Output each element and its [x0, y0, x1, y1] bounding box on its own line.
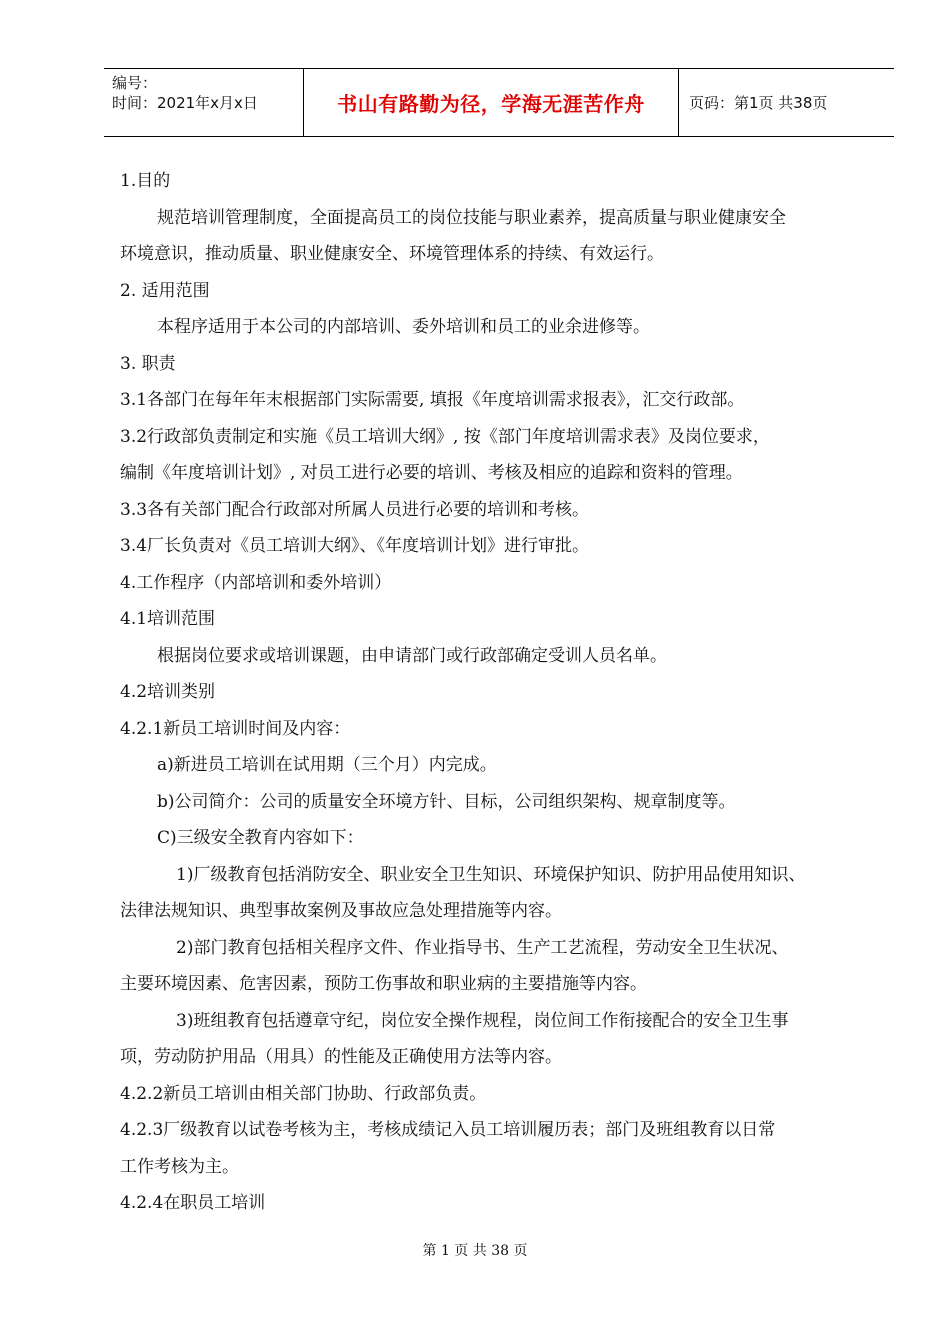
- body-line: 4.2.1新员工培训时间及内容：: [120, 718, 351, 739]
- document-number-label: 编号：: [112, 74, 158, 92]
- body-line: 3.3各有关部门配合行政部对所属人员进行必要的培训和考核。: [120, 499, 590, 520]
- header-meta: [104, 69, 304, 136]
- body-line: 1)厂级教育包括消防安全、职业安全卫生知识、环境保护知识、防护用品使用知识、: [176, 864, 806, 885]
- body-line: 编制《年度培训计划》, 对员工进行必要的培训、考核及相应的追踪和资料的管理。: [120, 463, 743, 483]
- body-line: 2)部门教育包括相关程序文件、作业指导书、生产工艺流程，劳动安全卫生状况、: [176, 937, 789, 958]
- document-body: [120, 163, 890, 1222]
- body-line: 4.2培训类别: [120, 682, 216, 702]
- body-line: 环境意识，推动质量、职业健康安全、环境管理体系的持续、有效运行。: [120, 244, 664, 264]
- body-line: 3.4厂长负责对《员工培训大纲》、《年度培训计划》进行审批。: [120, 536, 590, 556]
- body-line: 4.1培训范围: [120, 609, 216, 629]
- body-line: 工作考核为主。: [120, 1156, 239, 1177]
- body-line: 3)班组教育包括遵章守纪，岗位安全操作规程，岗位间工作衔接配合的安全卫生事: [176, 1010, 789, 1031]
- body-line: 4.2.3厂级教育以试卷考核为主，考核成绩记入员工培训履历表；部门及班组教育以日常: [120, 1120, 776, 1140]
- body-line: 法律法规知识、典型事故案例及事故应急处理措施等内容。: [120, 901, 562, 921]
- body-line: 项，劳动防护用品（用具）的性能及正确使用方法等内容。: [120, 1047, 562, 1067]
- header-motto: 书山有路勤为径，学海无涯苦作舟: [304, 69, 679, 136]
- body-line: a)新进员工培训在试用期（三个月）内完成。: [157, 755, 497, 775]
- page-header: [104, 68, 894, 137]
- body-line: 本程序适用于本公司的内部培训、委外培训和员工的业余进修等。: [157, 317, 650, 337]
- document-time-label: 时间：2021年x月x日: [112, 94, 258, 112]
- header-page-number: 页码：第1页 共38页: [689, 94, 828, 112]
- body-line: 4.2.2新员工培训由相关部门协助、行政部负责。: [120, 1083, 487, 1104]
- body-line: 3.2行政部负责制定和实施《员工培训大纲》, 按《部门年度培训需求表》及岗位要求，: [120, 426, 770, 447]
- body-line: 主要环境因素、危害因素，预防工伤事故和职业病的主要措施等内容。: [120, 974, 647, 994]
- body-line: 根据岗位要求或培训课题，由申请部门或行政部确定受训人员名单。: [157, 645, 667, 666]
- body-line: C)三级安全教育内容如下：: [157, 828, 364, 848]
- body-line: 1.目的: [120, 171, 171, 191]
- body-line: 3. 职责: [120, 353, 176, 374]
- body-line: b)公司简介：公司的质量安全环境方针、目标，公司组织架构、规章制度等。: [157, 791, 736, 812]
- body-line: 4.2.4在职员工培训: [120, 1193, 266, 1213]
- page-footer: 第 1 页 共 38 页: [422, 1243, 528, 1259]
- body-line: 规范培训管理制度，全面提高员工的岗位技能与职业素养，提高质量与职业健康安全: [157, 207, 786, 228]
- body-line: 4.工作程序（内部培训和委外培训）: [120, 572, 392, 593]
- body-line: 2. 适用范围: [120, 280, 210, 301]
- body-line: 3.1各部门在每年年末根据部门实际需要, 填报《年度培训需求报表》，汇交行政部。: [120, 390, 745, 410]
